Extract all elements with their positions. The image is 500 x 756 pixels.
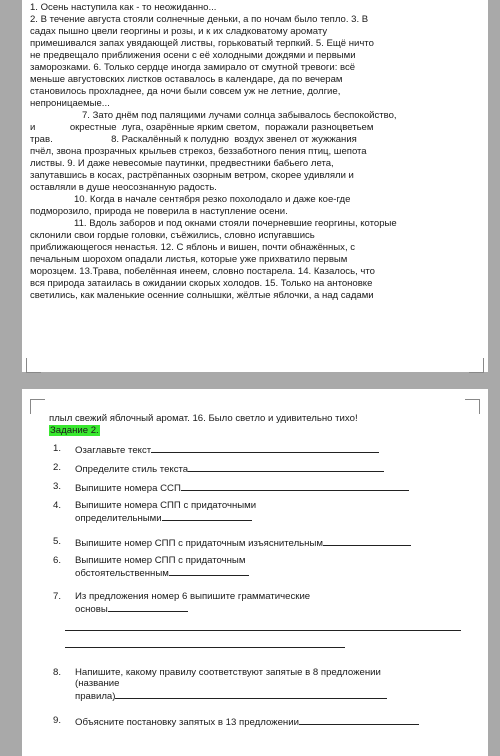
task-item — [49, 667, 478, 715]
task-item — [49, 500, 478, 536]
document-page-1 — [22, 0, 488, 372]
task-item — [49, 555, 478, 591]
answer-blank[interactable] — [323, 536, 411, 546]
task-label: Выпишите номера СПП с придаточными — [75, 500, 257, 511]
answer-blank[interactable] — [188, 462, 384, 472]
task-item — [49, 715, 478, 734]
text-line: вся природа затаилась в ожидании скорых холодов. 15. Только на антоновке — [30, 278, 373, 290]
task-number: 5. — [53, 536, 62, 547]
task-number: 3. — [53, 481, 62, 492]
text-line: печальным шорохом опадали листья, которые уже прихватило первым — [30, 254, 348, 266]
document-page-2 — [22, 389, 488, 756]
task-label: определительными — [75, 513, 162, 524]
task-label: Выпишите номер СПП с придаточным — [75, 555, 246, 566]
task-item — [49, 591, 478, 661]
text-line: морозцем. 13.Трава, побелённая инеем, словно постарела. 14. Казалось, что — [30, 266, 375, 278]
text-continuation: плыл свежий яблочный аромат. 16. Было светло и удивительно тихо! — [49, 413, 358, 424]
text-line: светились, как маленькие осенние солнышки, жёлтые яблочки, а над садами — [30, 290, 374, 302]
text-line: приближающегося ненастья. 12. С яблонь и вишен, почти обнажённых, с — [30, 242, 356, 254]
task-label: основы — [75, 604, 108, 615]
text-line: садах пышно цвели георгины и розы, и к их сладковатому аромату — [30, 26, 328, 38]
text-line: подморозило, природа не поверила в наступление осени. — [30, 206, 288, 218]
answer-line[interactable] — [65, 646, 345, 648]
task-label: Из предложения номер 6 выпишите грамматические — [75, 591, 311, 602]
task-list — [49, 443, 478, 734]
text-line: пчёл, звона прозрачных крыльев стрекоз, беззаботного пения птиц, шепота — [30, 146, 367, 158]
text-line: становилось прохладнее, да ночи были совсем уж не летние, долгие, — [30, 86, 341, 98]
task-number: 8. — [53, 667, 62, 678]
task-item — [49, 481, 478, 500]
answer-blank[interactable] — [169, 566, 249, 576]
task-number: 1. — [53, 443, 62, 454]
answer-blank[interactable] — [108, 602, 188, 612]
task-label: Определите стиль текста — [75, 464, 189, 475]
text-line: непроницаемые... — [30, 98, 110, 110]
task-label: Выпишите номера ССП — [75, 483, 181, 494]
task-text — [30, 2, 478, 302]
task-item — [49, 443, 478, 462]
task-label: Объясните постановку запятых в 13 предложении — [75, 717, 299, 728]
task-number: 7. — [53, 591, 62, 602]
task-label: Выпишите номер СПП с придаточным изъяснительным — [75, 538, 323, 549]
task-label: правила) — [75, 691, 116, 702]
answer-blank[interactable] — [115, 689, 387, 699]
assignment-heading: Задание 2. — [50, 425, 99, 436]
text-line: меньше августовских листков оставалось в календаре, да по вечерам — [30, 74, 343, 86]
task-number: 9. — [53, 715, 62, 726]
text-line: листвы. 9. И даже невесомые паутинки, предвестники бабьего лета, — [30, 158, 334, 170]
task-item — [49, 536, 478, 555]
task-number: 6. — [53, 555, 62, 566]
text-line: примешивался запах увядающей листвы, горьковатый терпкий. 5. Ещё ничто — [30, 38, 374, 50]
answer-blank[interactable] — [162, 511, 252, 521]
text-line: 10. Когда в начале сентября резко похолодало и даже кое-где — [74, 194, 351, 206]
text-line: 2. В течение августа стояли солнечные деньки, а по ночам было тепло. 3. В — [30, 14, 369, 26]
text-line: запутавшись в косах, растрёпанных озорным ветром, скорее удивляли и — [30, 170, 354, 182]
answer-blank[interactable] — [299, 715, 419, 725]
task-label: (название — [75, 678, 120, 689]
answer-blank[interactable] — [181, 481, 409, 491]
answer-line[interactable] — [65, 629, 461, 631]
task-number: 2. — [53, 462, 62, 473]
task-label: Озаглавьте текст — [75, 445, 152, 456]
margin-corner-mark — [469, 358, 484, 373]
task-number: 4. — [53, 500, 62, 511]
text-line: склонили свои гордые головки, съёжились, словно испугавшись — [30, 230, 315, 242]
task-label: обстоятельственным — [75, 568, 169, 579]
text-line: трав. 8. Раскалённый к полудню воздух звенел от жужжания — [30, 134, 357, 146]
margin-corner-mark — [26, 358, 41, 373]
text-line: 11. Вдоль заборов и под окнами стояли почерневшие георгины, которые — [74, 218, 397, 230]
text-line: 7. Зато днём под палящими лучами солнца забывалось беспокойство, — [82, 110, 397, 122]
text-line: и окрестные луга, озарённые ярким светом, поражали разноцветьем — [30, 122, 374, 134]
text-line: заморозками. 6. Только сердце иногда замирало от смутной тревоги: всё — [30, 62, 356, 74]
task-item — [49, 462, 478, 481]
text-line: не предвещало приближения осени с её холодными дождями и первыми — [30, 50, 356, 62]
margin-corner-mark — [30, 399, 45, 414]
margin-corner-mark — [465, 399, 480, 414]
answer-blank[interactable] — [151, 443, 379, 453]
text-line: 1. Осень наступила как - то неожиданно... — [30, 2, 217, 13]
text-line: оставляли в душе неосознанную радость. — [30, 182, 217, 194]
task-label: Напишите, какому правилу соответствуют запятые в 8 предложении — [75, 667, 381, 678]
